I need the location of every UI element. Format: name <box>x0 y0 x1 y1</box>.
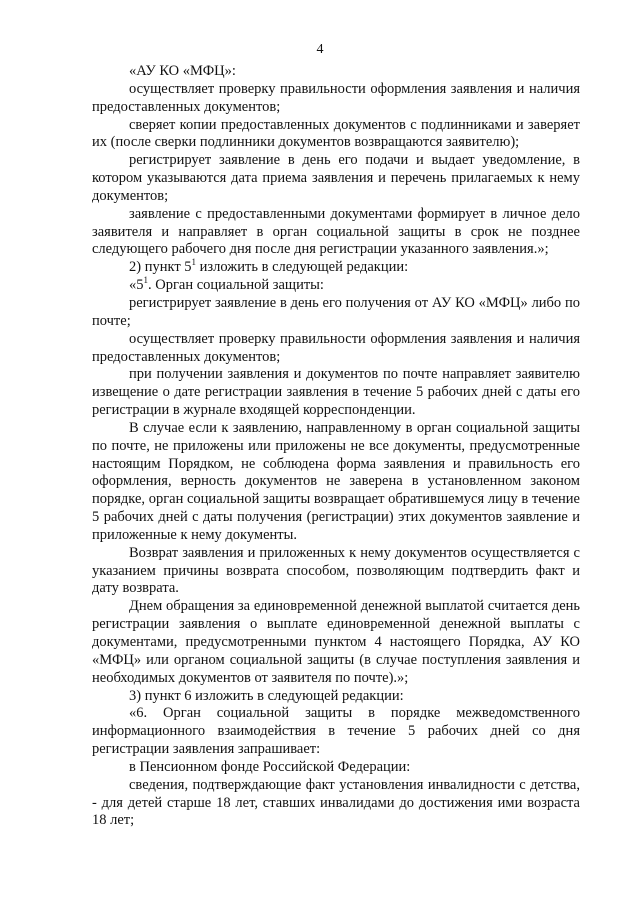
text-run: «5 <box>129 277 144 294</box>
paragraph: осуществляет проверку правильности оформления заявления и наличия предоставленных документов; <box>92 330 580 365</box>
text-run: . Орган социальной защиты: <box>148 277 324 294</box>
document-body <box>92 63 580 830</box>
paragraph-item-2 <box>92 259 580 277</box>
paragraph: сведения, подтверждающие факт установления инвалидности с детства, - для детей старше 18 лет, ставших инвалидами до достижения ими возраста 18 лет; <box>92 776 580 829</box>
paragraph: регистрирует заявление в день его подачи и выдает уведомление, в котором указываются дата приема заявления и перечень прилагаемых к нему документов; <box>92 152 580 204</box>
paragraph: «АУ КО «МФЦ»: <box>129 63 236 79</box>
paragraph: В случае если к заявлению, направленному в орган социальной защиты по почте, не приложены или приложены не все документы, предусмотренные настоящим Порядком, не соблюдена форма заявления и правильность его оформления, верность документов не заверена в установленном законом порядке, орган социальной защиты возвращает обратившемуся лицу в течение 5 рабочих дней с даты получения (регистрации) этих документов заявление и приложенные к нему документы. <box>92 419 580 543</box>
text-run: изложить в следующей редакции: <box>196 259 409 276</box>
paragraph: «6. Орган социальной защиты в порядке межведомственного информационного взаимодействия в течение 5 рабочих дней со дня регистрации заявления запрашивает: <box>92 705 580 758</box>
superscript: 1 <box>191 257 197 268</box>
paragraph: Днем обращения за единовременной денежной выплатой считается день регистрации заявления о выплате единовременной денежной выплаты с документами, предусмотренными пунктом 4 настоящего Порядка, АУ КО «МФЦ» или органом социальной защиты (в случае поступления заявления и необходимых документов от заявителя по почте).»; <box>92 598 580 686</box>
paragraph: Возврат заявления и приложенных к нему документов осуществляется с указанием причины возврата способом, позволяющим подтвердить факт и дату возврата. <box>92 544 580 597</box>
text-run: 2) пункт 5 <box>129 259 192 276</box>
paragraph: осуществляет проверку правильности оформления заявления и наличия предоставленных документов; <box>92 80 580 115</box>
paragraph: 3) пункт 6 изложить в следующей редакции: <box>129 687 404 704</box>
paragraph: сверяет копии предоставленных документов с подлинниками и заверяет их (после сверки подлинники документов возвращаются заявителю); <box>92 116 580 151</box>
paragraph: заявление с предоставленными документами формирует в личное дело заявителя и направляет в орган социальной защиты в срок не позднее следующего рабочего дня после дня регистрации указанного заявления.»; <box>92 205 580 258</box>
paragraph: в Пенсионном фонде Российской Федерации: <box>129 758 411 775</box>
page-number: 4 <box>316 42 324 57</box>
paragraph: регистрирует заявление в день его получения от АУ КО «МФЦ» либо по почте; <box>92 294 580 329</box>
superscript: 1 <box>143 275 148 286</box>
paragraph: при получении заявления и документов по почте направляет заявителю извещение о дате регистрации заявления в течение 5 рабочих дней с даты его регистрации в журнале входящей корреспонденции. <box>92 366 580 419</box>
paragraph-clause-5-1 <box>92 277 580 295</box>
